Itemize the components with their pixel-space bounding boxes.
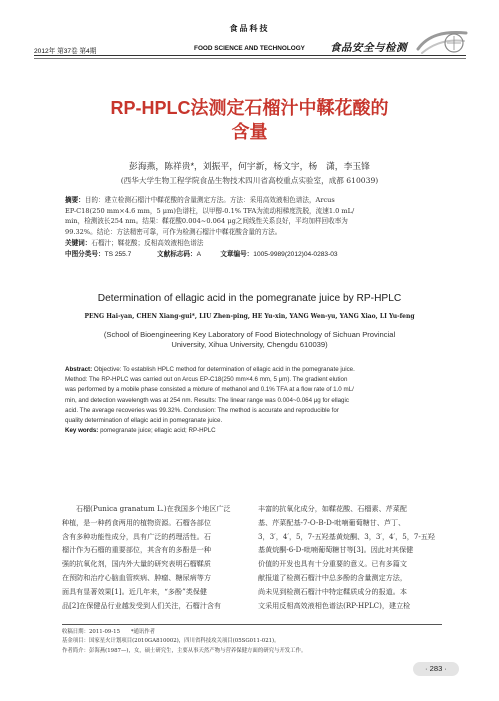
body-line: 献报道了检测石榴汁中总多酚的含量测定方法， [258, 572, 407, 582]
article-title-en: Determination of ellagic acid in the pomegranate juice by RP-HPLC [97, 293, 402, 304]
abstract-cn-line: EP-C18(250 mm×4.6 mm，5 μm)色谱柱，以甲醇-0.1% TFA为流动相梯度洗脱，流速1.0 mL/ [65, 207, 355, 216]
abstract-en-line: acid. The average recoveries was 99.32%. Conclusion: The method is accurate and reproducible for [65, 406, 339, 414]
body-line: 基、芹菜配基-7-O-B-D-吡喃葡萄糖甘、芦丁、 [258, 517, 406, 527]
keywords-en-text: pomegranate juice; ellagic acid; RP-HPLC [98, 427, 216, 435]
affiliation-en [0, 330, 499, 350]
article-id-label: 文章编号： [220, 251, 254, 259]
keywords-en-label: Key words: [65, 427, 99, 435]
header-decoration-graphic [414, 27, 470, 57]
page-number-text: · 283 · [425, 664, 447, 673]
abstract-cn-line: 99.32%。结论：方法精密可靠，可作为检测石榴汁中鞣花酸含量的方法。 [65, 227, 282, 236]
abstract-cn-label: 摘要： [65, 197, 85, 204]
journal-header [0, 0, 499, 60]
footnote-funding: 基金项目：国家星火计划项目(2010GA810002)，四川省科技攻关项目(05SG011-021)。 [62, 638, 280, 645]
keywords-cn-text: 石榴汁；鞣花酸；反相高效液相色谱法 [91, 238, 204, 247]
classification-line [65, 250, 445, 260]
body-line: 含有多种功能性成分，具有广泛的药理活性。石 [62, 531, 211, 541]
body-column-right [258, 502, 458, 612]
body-line: 榴汁作为石榴的重要部位，其含有的多酚是一种 [62, 545, 211, 555]
doc-code: A [196, 251, 201, 259]
abstract-cn [65, 195, 445, 260]
authors-en: PENG Hai-yan, CHEN Xiang-gui*, LIU Zhen-ping, HE Yu-xin, YANG Wen-yu, YANG Xiao, LI Yu-feng [84, 313, 415, 320]
body-line: 品[2]在保健品行业越发受到人们关注，石榴汁含有 [62, 600, 222, 610]
body-line: 在预防和治疗心脑血管疾病、肿瘤、糖尿病等方 [62, 572, 211, 582]
abstract-en-line: min, and detection wavelength was at 254 nm. Results: The linear range was 0.004~0.064 μg for ellagic [65, 396, 349, 404]
body-line: 文采用反相高效液相色谱法(RP-HPLC)，建立检 [258, 600, 411, 610]
abstract-cn-line: 目的：建立检测石榴汁中鞣花酸的含量测定方法。方法：采用高效液相色谱法，Arcus [84, 196, 335, 204]
body-line: 丰富的抗氧化成分，如鞣花酸、石榴素、芹菜配 [258, 504, 407, 513]
article-id: 1005-9989(2012)04-0283-03 [253, 251, 338, 259]
page-number [413, 662, 459, 676]
header-rule-top [34, 55, 466, 56]
clc-number: TS 255.7 [104, 251, 132, 259]
journal-name-en: FOOD SCIENCE AND TECHNOLOGY [194, 45, 305, 52]
body-line: 3，3′，4′，5，7-五羟基黄烷酮、3，3′，4′，5，7-五羟 [258, 531, 435, 541]
footnote-divider [62, 624, 442, 625]
body-line: 强的抗氧化剂，国内外大量的研究表明石榴鞣质 [62, 559, 211, 569]
clc-label: 中图分类号： [65, 251, 105, 259]
authors-cn: 彭海燕，陈祥贵*，刘振平，何宇新，杨文宇，杨 潇，李玉锋 [129, 161, 370, 171]
body-line: 价值的开发也具有十分重要的意义。已有多篇文 [258, 559, 407, 569]
abstract-en-line: Objective: To establish HPLC method for determination of ellagic acid in the pomegranate juice. [92, 366, 355, 373]
footnote-received: 收稿日期：2011-09-15 *通讯作者 [62, 629, 156, 635]
body-line: 种植，是一种药食两用的植物资源。石榴各部位 [62, 517, 211, 527]
article-title-cn-line-1: RP-HPLC法测定石榴汁中鞣花酸的 [110, 98, 389, 118]
abstract-en-label: Abstract: [65, 366, 93, 373]
abstract-en-line: Method: The RP-HPLC was carried out on Arcus EP-C18(250 mm×4.6 mm, 5 μm). The gradient elution [65, 376, 348, 384]
header-rule-bottom [34, 58, 466, 59]
keywords-cn-label: 关键词： [65, 239, 92, 247]
body-line: 基黄烷酮-6-D-吡喃葡萄糖甘等[3]。因此对其保健 [258, 545, 414, 555]
journal-issue: 2012年 第37卷 第4期 [34, 48, 97, 55]
affiliation-cn: (西华大学生物工程学院食品生物技术四川省高校重点实验室，成都 610039) [120, 176, 379, 185]
body-line: 面具有显著效果[1]。近几年来，“多酚”类保健 [62, 586, 207, 596]
affiliation-en-line-1: (School of Bioengineering Key Laboratory of Food Biotechnology of Sichuan Provincial [103, 330, 396, 339]
journal-name-cn: 食品科技 [229, 24, 270, 33]
section-name: 食品安全与检测 [330, 42, 407, 54]
body-line: 尚未见到检测石榴汁中特定鞣质成分的报道。本 [258, 586, 407, 596]
doc-code-label: 文献标志码： [157, 251, 197, 259]
abstract-en [65, 365, 449, 436]
body-column-left [62, 502, 252, 612]
article-title-cn-line-2: 含量 [231, 122, 268, 142]
abstract-cn-line: min，检测波长254 nm。结果：鞣花酸0.004~0.064 μg之间线性关系良好，平均加样回收率为 [65, 217, 348, 226]
footnotes [62, 628, 462, 656]
footnote-author-bio: 作者简介：彭海燕(1987—)，女，硕士研究生，主要从事天然产物与营养保健方面的研究与开发工作。 [62, 647, 307, 654]
abstract-en-line: was performed by a mobile phase consisted a mixture of methanol and 0.1% TFA at a flow rate of 1.0 mL/ [65, 386, 354, 394]
article-title-cn [0, 96, 499, 144]
affiliation-en-line-2: University, Xihua University, Chengdu 610039) [171, 340, 328, 349]
abstract-en-line: quality determination of ellagic acid in pomegranate juice. [65, 417, 223, 425]
body-line: 石榴(Punica granatum L.)在我国多个地区广泛 [76, 504, 231, 513]
